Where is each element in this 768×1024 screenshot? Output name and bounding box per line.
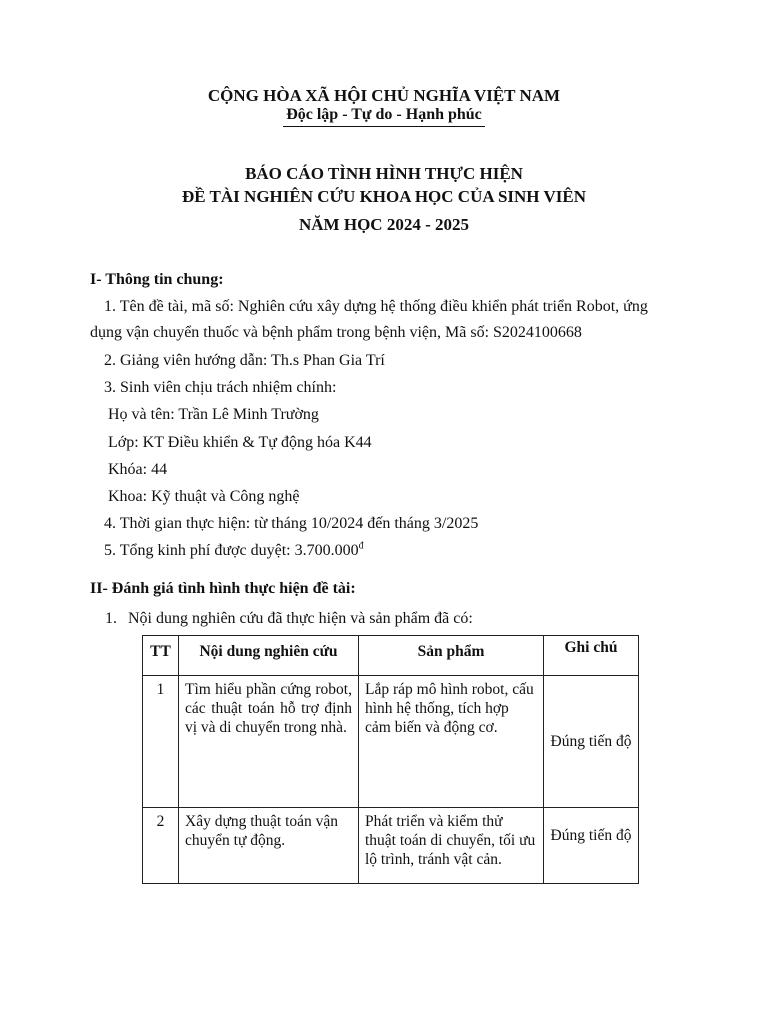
header-note: Ghi chú: [544, 636, 639, 676]
table-header-row: [143, 636, 639, 676]
row-tt: 1: [143, 676, 179, 808]
section1-heading: I- Thông tin chung:: [90, 271, 224, 288]
sub1-number: 1.: [105, 610, 117, 627]
row-tt: 2: [143, 808, 179, 884]
row-content: Tìm hiểu phần cứng robot, các thuật toán hỗ trợ định vị và di chuyển trong nhà.: [179, 676, 359, 808]
row-product: Lắp ráp mô hình robot, cấu hình hệ thống, tích hợp cảm biến và động cơ.: [359, 676, 544, 808]
item1-line1: 1. Tên đề tài, mã số: Nghiên cứu xây dựng hệ thống điều khiển phát triển Robot, ứng: [104, 298, 648, 315]
row-content: Xây dựng thuật toán vận chuyển tự động.: [179, 808, 359, 884]
item3-student: 3. Sinh viên chịu trách nhiệm chính:: [104, 379, 337, 396]
table-row: [143, 808, 639, 884]
report-title-line1: BÁO CÁO TÌNH HÌNH THỰC HIỆN: [245, 164, 523, 183]
item1-line2: dụng vận chuyển thuốc và bệnh phẩm trong bệnh viện, Mã số: S2024100668: [90, 324, 582, 341]
student-faculty: Khoa: Kỹ thuật và Công nghệ: [108, 488, 300, 505]
student-class: Lớp: KT Điều khiển & Tự động hóa K44: [108, 434, 372, 451]
header-product: Sản phẩm: [359, 636, 544, 676]
row-note: Đúng tiến độ: [544, 808, 639, 884]
item2-advisor: 2. Giảng viên hướng dẫn: Th.s Phan Gia Trí: [104, 352, 385, 369]
research-progress-table: [142, 635, 639, 884]
report-title-line2: ĐỀ TÀI NGHIÊN CỨU KHOA HỌC CỦA SINH VIÊN: [182, 187, 586, 206]
section2-heading: II- Đánh giá tình hình thực hiện đề tài:: [90, 580, 356, 597]
country-heading: CỘNG HÒA XÃ HỘI CHỦ NGHĨA VIỆT NAM: [207, 86, 561, 105]
table-row: [143, 676, 639, 808]
row-product: Phát triển và kiểm thử thuật toán di chuyển, tối ưu lộ trình, tránh vật cản.: [359, 808, 544, 884]
sub1-text: Nội dung nghiên cứu đã thực hiện và sản phẩm đã có:: [128, 610, 473, 627]
motto-wrapper: [0, 106, 768, 127]
budget-amount: 5. Tổng kinh phí được duyệt: 3.700.000: [104, 542, 359, 559]
student-course: Khóa: 44: [108, 461, 168, 478]
currency-unit: đ: [358, 540, 364, 552]
motto: Độc lập - Tự do - Hạnh phúc: [283, 106, 485, 127]
student-name: Họ và tên: Trần Lê Minh Trường: [108, 406, 319, 423]
header-content: Nội dung nghiên cứu: [179, 636, 359, 676]
header-tt: TT: [143, 636, 179, 676]
item5-budget: [104, 542, 364, 560]
report-title-line3: NĂM HỌC 2024 - 2025: [299, 215, 469, 234]
row-note: Đúng tiến độ: [544, 676, 639, 808]
item4-duration: 4. Thời gian thực hiện: từ tháng 10/2024 đến tháng 3/2025: [104, 515, 479, 532]
